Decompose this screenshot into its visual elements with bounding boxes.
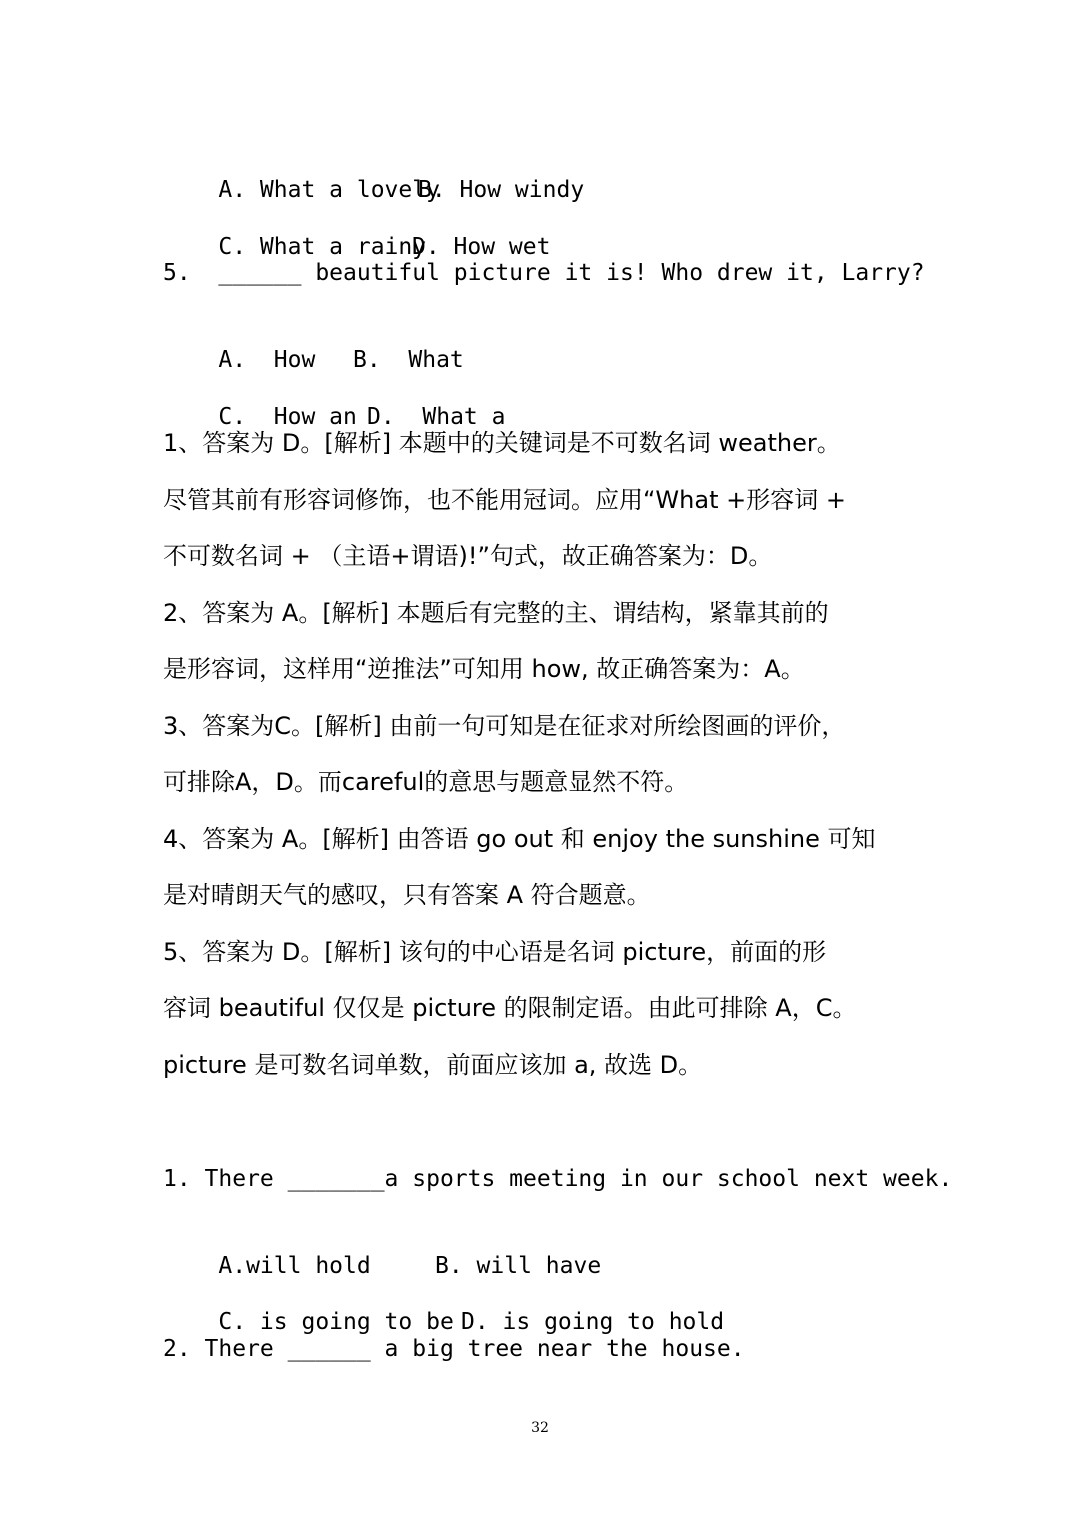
q4-option-d: D. How wet [412,234,551,260]
q5-option-a: A. How [218,347,316,373]
answer-line: 5、答案为 D。[解析] 该句的中心语是名词 picture，前面的形 [163,938,827,966]
next-q1-option-b: B. will have [435,1253,602,1279]
answer-line: 容词 beautiful 仅仅是 picture 的限制定语。由此可排除 A，C。 [163,994,857,1022]
answer-line: 不可数名词 + （主语+谓语)!”句式，故正确答案为：D。 [163,542,773,570]
q4-option-a: A. What a lovely [218,177,440,203]
next-q1-option-a: A.will hold [218,1253,371,1279]
q5-option-c: C. How an [218,404,357,430]
answer-line: 是对晴朗天气的感叹，只有答案 A 符合题意。 [163,881,651,909]
answer-line: 4、答案为 A。[解析] 由答语 go out 和 enjoy the sunshine 可知 [163,825,876,853]
answer-line: 2、答案为 A。[解析] 本题后有完整的主、谓结构，紧靠其前的 [163,599,829,627]
q4-option-c: C. What a rainy [218,234,427,260]
next-q1-option-c: C. is going to be [218,1309,454,1335]
answer-line: 1、答案为 D。[解析] 本题中的关键词是不可数名词 weather。 [163,429,841,457]
answer-line: picture 是可数名词单数，前面应该加 a, 故选 D。 [163,1051,703,1079]
answer-line: 3、答案为C。[解析] 由前一句可知是在征求对所绘图画的评价， [163,712,846,740]
q5-option-b: B. What [353,347,464,373]
next-q1-stem: 1. There _______a sports meeting in our school next week. [163,1166,953,1192]
page-number: 32 [531,1420,549,1436]
q5-stem: 5. ______ beautiful picture it is! Who drew it, Larry? [163,260,925,286]
answer-line: 可排除A，D。而careful的意思与题意显然不符。 [163,768,689,796]
answer-line: 是形容词，这样用“逆推法”可知用 how, 故正确答案为：A。 [163,655,805,683]
next-q1-option-d: D. is going to hold [461,1309,725,1335]
q5-option-d: D. What a [367,404,506,430]
next-q2-stem: 2. There ______ a big tree near the house. [163,1336,745,1362]
q4-option-b: B. How windy [418,177,585,203]
answer-line: 尽管其前有形容词修饰，也不能用冠词。应用“What +形容词 + [163,486,846,514]
